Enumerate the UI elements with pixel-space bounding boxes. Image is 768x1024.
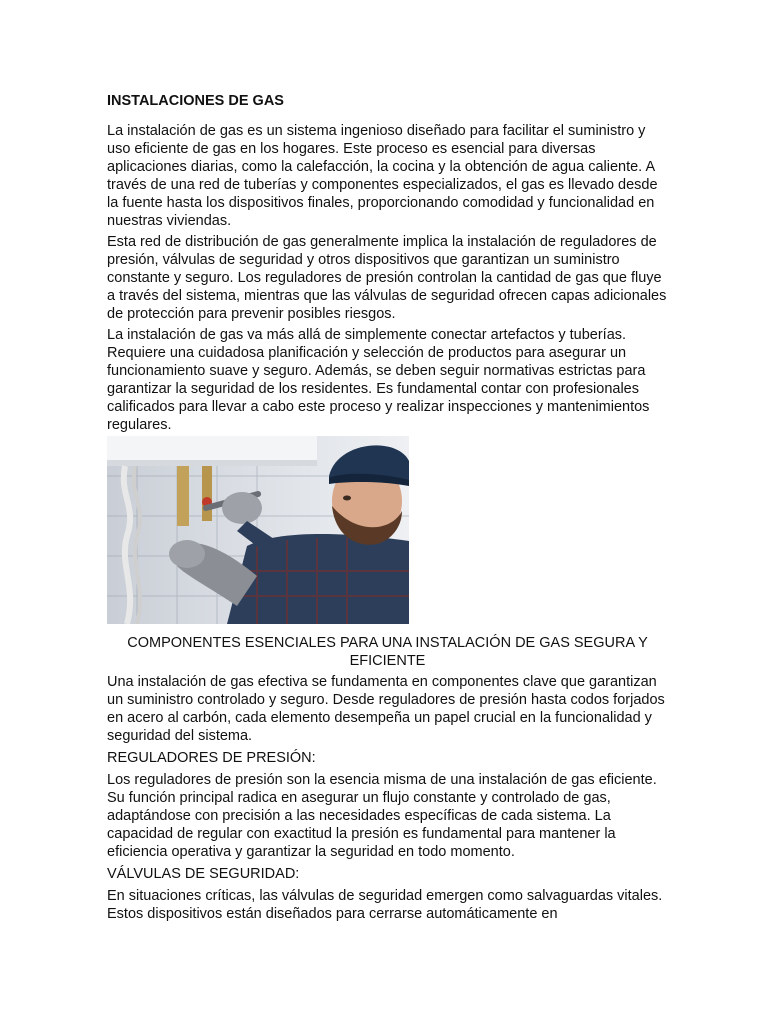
regulators-heading: REGULADORES DE PRESIÓN:	[107, 750, 316, 766]
paragraph-intro: La instalación de gas es un sistema ingenioso diseñado para facilitar el suministro y uso eficiente de gas en los hogares. Este proceso es esencial para diversas aplicaciones diarias, como la calefacción, la cocina y la obtención de agua caliente. A través de una red de tuberías y componentes especializados, el gas es llevado desde la fuente hasta los dispositivos finales, proporcionando comodidad y funcionalidad en nuestras viviendas.	[107, 123, 658, 229]
document-title: INSTALACIONES DE GAS	[107, 93, 284, 109]
valves-text: En situaciones críticas, las válvulas de seguridad emergen como salvaguardas vitales. Estos dispositivos están diseñados para cerrarse automáticamente en	[107, 888, 663, 922]
valves-heading: VÁLVULAS DE SEGURIDAD:	[107, 866, 300, 882]
section-heading: COMPONENTES ESENCIALES PARA UNA INSTALACIÓN DE GAS SEGURA Y EFICIENTE	[127, 635, 648, 669]
technician-illustration	[107, 436, 409, 624]
section-intro: Una instalación de gas efectiva se fundamenta en componentes clave que garantizan un suministro controlado y seguro. Desde reguladores de presión hasta codos forjados en acero al carbón, cada elemento desempeña un papel crucial en la funcionalidad y seguridad del sistema.	[107, 674, 665, 744]
regulators-text: Los reguladores de presión son la esencia misma de una instalación de gas eficiente. Su función principal radica en asegurar un flujo constante y controlado de gas, adaptándose con precisión a las necesidades específicas de cada sistema. La capacidad de regular con exactitud la presión es fundamental para mantener la eficiencia operativa y garantizar la seguridad en todo momento.	[107, 772, 657, 860]
technician-photo	[107, 436, 409, 624]
paragraph-network: Esta red de distribución de gas generalmente implica la instalación de reguladores de presión, válvulas de seguridad y otros dispositivos que garantizan un suministro constante y seguro. Los reguladores de presión controlan la cantidad de gas que fluye a través del sistema, mientras que las válvulas de seguridad ofrecen capas adicionales de protección para prevenir posibles riesgos.	[107, 234, 667, 322]
paragraph-planning: La instalación de gas va más allá de simplemente conectar artefactos y tuberías. Requiere una cuidadosa planificación y selección de productos para asegurar un funcionamiento suave y seguro. Además, se deben seguir normativas estrictas para garantizar la seguridad de los residentes. Es fundamental contar con profesionales calificados para llevar a cabo este proceso y realizar inspecciones y mantenimientos regulares.	[107, 327, 650, 433]
